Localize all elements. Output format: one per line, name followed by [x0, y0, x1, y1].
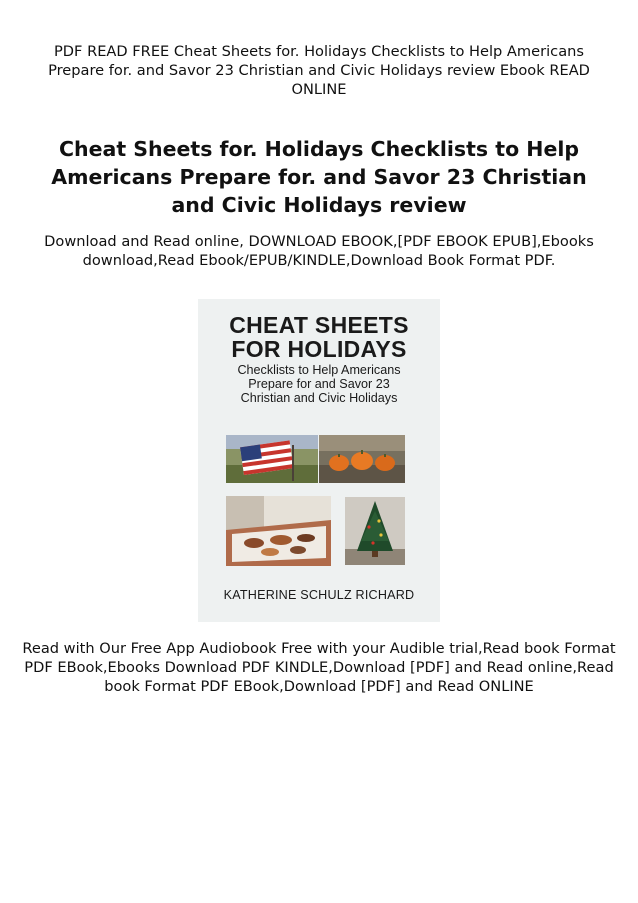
cover-subtitle-line: Christian and Civic Holidays — [240, 391, 398, 405]
cover-subtitle-line: Prepare for and Savor 23 — [248, 377, 390, 391]
flag-photo — [226, 435, 318, 483]
cover-author: KATHERINE SCHULZ RICHARD — [223, 588, 415, 602]
download-links-text: Download and Read online, DOWNLOAD EBOOK,[PDF EBOOK EPUB],Ebooks download,Read Ebook/EPUB/KINDLE,Download Book Format PDF. — [44, 233, 594, 269]
cover-subtitle-line: Checklists to Help Americans — [237, 363, 401, 377]
dinner-table-photo — [226, 496, 331, 566]
christmas-tree-photo — [345, 497, 405, 565]
book-cover — [198, 299, 440, 622]
header-text: PDF READ FREE Cheat Sheets for. Holidays Checklists to Help Americans Prepare for. and Savor 23 Christian and Civic Holidays review Ebook READ ONLINE — [48, 43, 590, 98]
cover-heading — [198, 313, 440, 361]
footer-text: Read with Our Free App Audiobook Free with your Audible trial,Read book Format PDF EBook,Ebooks Download PDF KINDLE,Download [PDF] and Read online,Read book Format PDF EBook,Download [PDF] and Read ONLINE — [22, 640, 616, 695]
pumpkins-photo — [319, 435, 405, 483]
cover-heading-line: CHEAT SHEETS — [229, 312, 409, 338]
cover-subtitle — [204, 363, 434, 405]
cover-heading-line: FOR HOLIDAYS — [231, 336, 407, 362]
document-title: Cheat Sheets for. Holidays Checklists to Help Americans Prepare for. and Savor 23 Christian and Civic Holidays review — [51, 137, 587, 217]
